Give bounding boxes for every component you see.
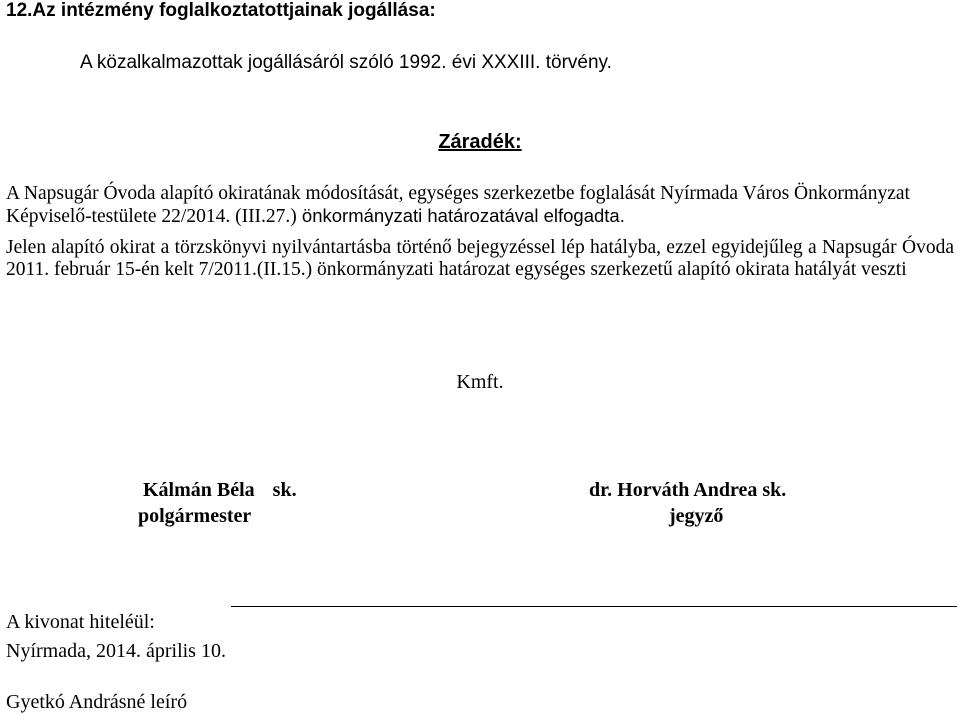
certified-label: A kivonat hiteléül: [6, 611, 155, 633]
place-date: Nyírmada, 2014. április 10. [6, 640, 226, 662]
notary-signature-name: dr. Horváth Andrea sk. [589, 479, 787, 501]
mayor-signature-name [143, 478, 297, 502]
mayor-sk: sk. [272, 479, 297, 501]
notary-title: jegyző [669, 505, 724, 527]
addendum-paragraph-1 [6, 183, 954, 228]
addendum-paragraph-1-tail: önkormányzati határozatával elfogadta. [296, 205, 625, 226]
section-heading: 12.Az intézmény foglalkoztatottjainak jogállása: [6, 0, 436, 21]
footer-divider [231, 606, 957, 607]
kmft-line: Kmft. [456, 371, 504, 393]
addendum-title: Záradék: [438, 131, 522, 153]
law-reference: A közalkalmazottak jogállásáról szóló 1992. évi XXXIII. törvény. [80, 52, 612, 73]
addendum-paragraph-2: Jelen alapító okirat a törzskönyvi nyilvántartásba történő bejegyzéssel lép hatályba, ezzel egyidejűleg a Napsugár Óvoda 2011. február 15-én kelt 7/2011.(II.15.) önkormányzati határozat egységes szerkezetű alapító okirata hatályát veszti [6, 237, 954, 280]
recorder-line: Gyetkó Andrásné leíró [6, 691, 188, 713]
mayor-name: Kálmán Béla [143, 479, 255, 501]
mayor-title: polgármester [138, 505, 252, 527]
addendum-paragraph-1-text: A Napsugár Óvoda alapító okiratának módosítását, egységes szerkezetbe foglalását Nyírmada Város Önkormányzat Képviselő-testülete 22/2014. (III.27.) [6, 183, 910, 227]
